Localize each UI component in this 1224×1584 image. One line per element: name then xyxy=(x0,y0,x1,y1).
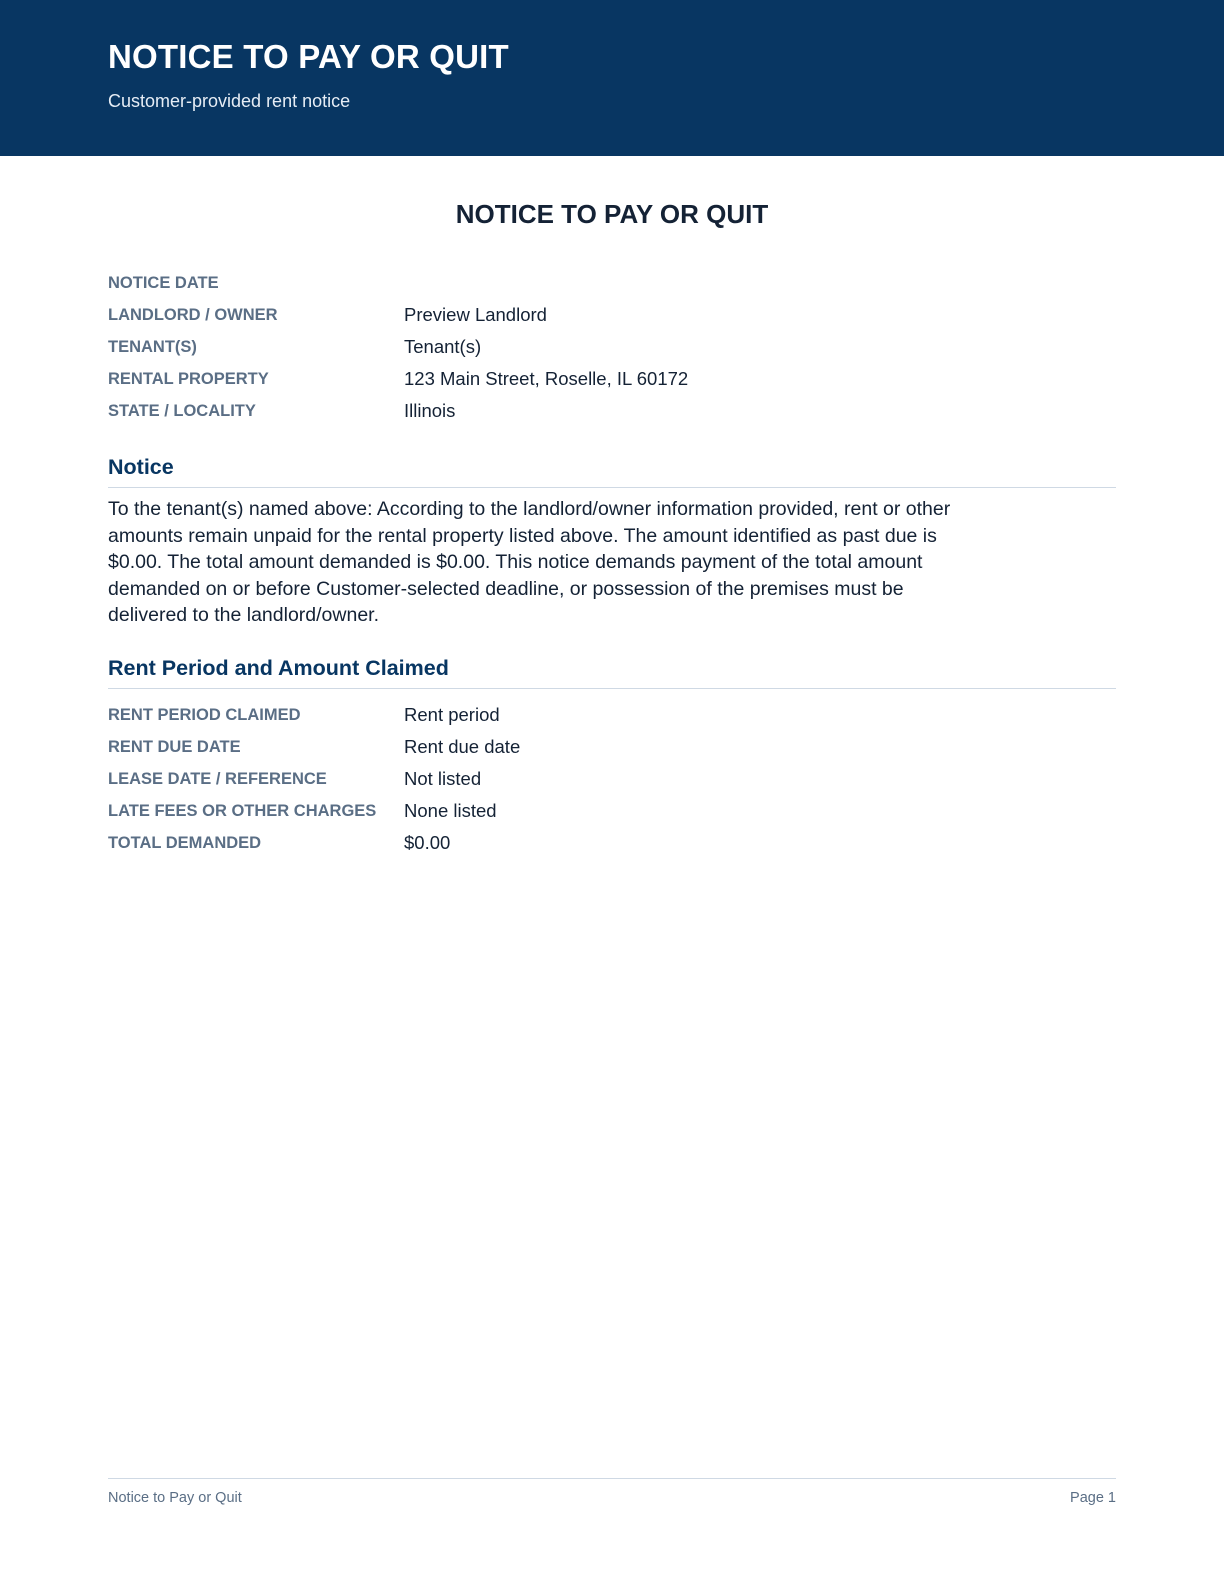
field-label: RENT DUE DATE xyxy=(108,738,241,756)
field-rent-due-date xyxy=(108,735,1116,759)
footer-divider xyxy=(108,1478,1116,1479)
field-value: Preview Landlord xyxy=(404,304,547,325)
field-label: LEASE DATE / REFERENCE xyxy=(108,770,327,788)
field-label: LANDLORD / OWNER xyxy=(108,306,278,324)
field-lease-reference xyxy=(108,767,1116,791)
document-title: NOTICE TO PAY OR QUIT xyxy=(455,199,769,229)
field-rental-property xyxy=(108,367,1116,391)
field-value: Not listed xyxy=(404,768,482,789)
field-tenants xyxy=(108,335,1116,359)
section-divider xyxy=(108,688,1116,689)
notice-body: To the tenant(s) named above: According to the landlord/owner information provided, rent or other amounts remain unpaid for the rental property listed above. The amount identified as past due is $0.00. The total amount demanded is $0.00. This notice demands payment of the total amount demanded on or before Customer-selected deadline, or possession of the premises must be delivered to the landlord/owner. xyxy=(108,498,951,627)
field-label: TOTAL DEMANDED xyxy=(108,834,262,852)
field-label: NOTICE DATE xyxy=(108,274,219,292)
field-late-fees xyxy=(108,799,1116,823)
field-value: Rent due date xyxy=(404,736,521,757)
field-label: TENANT(S) xyxy=(108,338,197,356)
banner-title: NOTICE TO PAY OR QUIT xyxy=(108,38,509,75)
header-banner xyxy=(0,0,1224,156)
field-value: $0.00 xyxy=(404,832,451,853)
footer-page-number: Page 1 xyxy=(1070,1490,1116,1506)
field-state-locality xyxy=(108,399,1116,423)
field-value: Tenant(s) xyxy=(404,336,482,357)
section-heading-rent: Rent Period and Amount Claimed xyxy=(108,656,449,680)
field-landlord xyxy=(108,303,1116,327)
field-rent-period xyxy=(108,703,1116,727)
footer-document-name: Notice to Pay or Quit xyxy=(108,1490,242,1506)
field-notice-date xyxy=(108,271,1116,295)
field-value: Rent period xyxy=(404,704,500,725)
field-value: 123 Main Street, Roselle, IL 60172 xyxy=(404,368,689,389)
field-value: Illinois xyxy=(404,400,456,421)
banner-subtitle: Customer-provided rent notice xyxy=(108,91,351,111)
field-value: None listed xyxy=(404,800,497,821)
field-label: LATE FEES OR OTHER CHARGES xyxy=(108,802,377,820)
field-label: STATE / LOCALITY xyxy=(108,402,256,420)
field-label: RENTAL PROPERTY xyxy=(108,370,269,388)
section-heading-notice: Notice xyxy=(108,455,174,479)
section-divider xyxy=(108,487,1116,488)
field-total-demanded xyxy=(108,831,1116,855)
field-label: RENT PERIOD CLAIMED xyxy=(108,706,301,724)
